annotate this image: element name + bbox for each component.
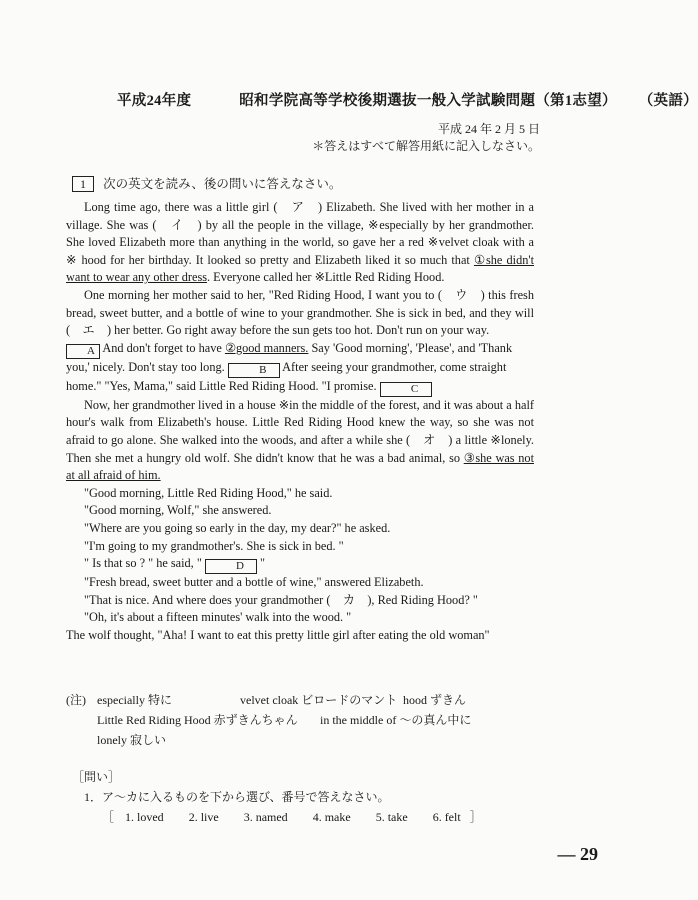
exam-subject: （英語） bbox=[638, 93, 698, 109]
exam-school-name: 昭和学院高等学校後期選抜一般入学試験問題（第1志望） bbox=[239, 93, 617, 109]
note-velvet-cloak: velvet cloak ビロードのマント bbox=[240, 693, 398, 707]
section-instruction: 次の英文を読み、後の問いに答えなさい。 bbox=[103, 177, 342, 191]
exam-year: 平成24年度 bbox=[117, 93, 192, 109]
passage-line: One morning her mother said to her, "Red Riding Hood, I want you to ( ウ ) this fresh bread, bbox=[66, 287, 534, 320]
passage-line-with-box-a: A And don't forget to have ②good manners. Say 'Good morning', 'Please', and 'Thank bbox=[48, 340, 534, 359]
answer-box-c: C bbox=[380, 382, 432, 397]
questions bbox=[72, 767, 504, 827]
dialogue-2: "Good morning, Wolf," she answered. bbox=[84, 503, 272, 518]
underline-3b: at all afraid of him. bbox=[66, 468, 161, 483]
passage-line-with-box-c: home." "Yes, Mama," said Little Red Riding Hood. "I promise. C bbox=[48, 378, 534, 397]
exam-date: 平成 24 年 2 月 5 日 bbox=[437, 122, 540, 136]
passage-line: . Everyone called her ※Little Red Riding Hood. bbox=[207, 270, 445, 285]
dialogue-9: The wolf thought, "Aha! I want to eat this pretty little girl after eating the old woman" bbox=[66, 627, 490, 642]
section-heading bbox=[72, 174, 341, 192]
note-especially: especially 特に bbox=[97, 693, 172, 707]
questions-header: ［問い］ bbox=[72, 770, 121, 784]
dialogue-5: " Is that so ? " he said, " D " bbox=[84, 556, 266, 573]
vocabulary-notes bbox=[66, 690, 536, 750]
question-1: 1．ア～カに入るものを下から選び、番号で答えなさい。 bbox=[84, 790, 390, 804]
choice-item: 6. felt bbox=[432, 810, 461, 824]
notes-label: (注) bbox=[66, 693, 86, 707]
exam-title bbox=[117, 89, 698, 110]
choice-item: 3. named bbox=[243, 810, 288, 824]
choice-item: 2. live bbox=[188, 810, 219, 824]
note-little-red-riding-hood: Little Red Riding Hood 赤ずきんちゃん bbox=[97, 713, 298, 727]
passage-line: Then she met a hungry old wolf. She didn't know that he was a bad animal, so bbox=[66, 450, 464, 465]
dialogue-6: "Fresh bread, sweet butter and a bottle of wine," answered Elizabeth. bbox=[84, 575, 424, 590]
section-number-box: 1 bbox=[72, 176, 94, 192]
passage-line: Long time ago, there was a little girl ( ア ) Elizabeth. She lived with her mother in a bbox=[84, 200, 534, 214]
choice-item: 4. make bbox=[312, 810, 351, 824]
underline-3a: ③she was not bbox=[463, 450, 534, 465]
underline-2: ②good manners. bbox=[224, 340, 309, 355]
choice-item: 1. loved bbox=[125, 810, 164, 824]
passage-line: Now, her grandmother lived in a house ※in the middle of the forest, and it was about a half bbox=[84, 397, 534, 412]
passage-line: sweet butter, and a bottle of wine to your grandmother. She is sick in bed, and they will bbox=[99, 305, 534, 320]
notes-row-2 bbox=[66, 710, 536, 730]
choice-item: 5. take bbox=[375, 810, 408, 824]
notes-row-1 bbox=[66, 690, 536, 710]
note-hood: hood ずきん bbox=[403, 693, 467, 707]
note-lonely: lonely 寂しい bbox=[97, 733, 166, 747]
passage-line-with-box-b: you,' nicely. Don't stay too long. B After seeing your grandmother, come straight bbox=[66, 359, 507, 376]
passage-line: afraid to go alone. She walked into the woods, and after a while she ( オ ) a little ※lonely. bbox=[66, 432, 534, 447]
dialogue-7: "That is nice. And where does your grandmother ( カ ), Red Riding Hood? " bbox=[84, 592, 478, 607]
paragraph-1 bbox=[66, 199, 534, 287]
passage-line: village. She was ( イ ) by all the people in the village, ※especially by her grandmother. bbox=[66, 217, 534, 232]
answer-box-d: D bbox=[205, 559, 257, 574]
choice-close-bracket: ］ bbox=[469, 810, 482, 824]
answer-box-a: A bbox=[66, 344, 100, 359]
dialogue-3: "Where are you going so early in the day, my dear?" he asked. bbox=[84, 520, 391, 535]
notes-row-3 bbox=[66, 730, 536, 750]
choice-list bbox=[102, 807, 504, 827]
dialogue-4: "I'm going to my grandmother's. She is sick in bed. " bbox=[84, 538, 344, 553]
passage-line: ( エ ) her better. Go right away before the sun gets too hot. Don't run on your way. bbox=[66, 323, 490, 338]
paragraph-2 bbox=[66, 287, 534, 397]
underline-1b: want to wear any other dress bbox=[66, 270, 208, 285]
passage bbox=[66, 199, 534, 644]
passage-line: She loved Elizabeth more than anything in the world, so gave her a red ※velvet cloak with a ※ bbox=[66, 235, 534, 267]
paragraph-3 bbox=[66, 397, 534, 485]
answer-box-b: B bbox=[228, 363, 280, 378]
page-number: — 29 bbox=[557, 844, 598, 864]
passage-line: hour's walk from Elizabeth's house. Little Red Riding Hood knew the way, so she was not bbox=[66, 415, 534, 430]
underline-1a: ①she didn't bbox=[473, 252, 534, 267]
dialogue-1: "Good morning, Little Red Riding Hood," he said. bbox=[84, 485, 333, 500]
passage-line: hood for her birthday. It looked so pretty and Elizabeth liked it so much that bbox=[81, 252, 474, 267]
note-in-the-middle-of: in the middle of ～の真ん中に bbox=[320, 713, 472, 727]
dialogue-8: "Oh, it's about a fifteen minutes' walk into the wood. " bbox=[84, 610, 352, 625]
answer-note: ＊答えはすべて解答用紙に記入しなさい。 bbox=[312, 139, 540, 153]
choice-open-bracket: ［ bbox=[102, 810, 115, 824]
